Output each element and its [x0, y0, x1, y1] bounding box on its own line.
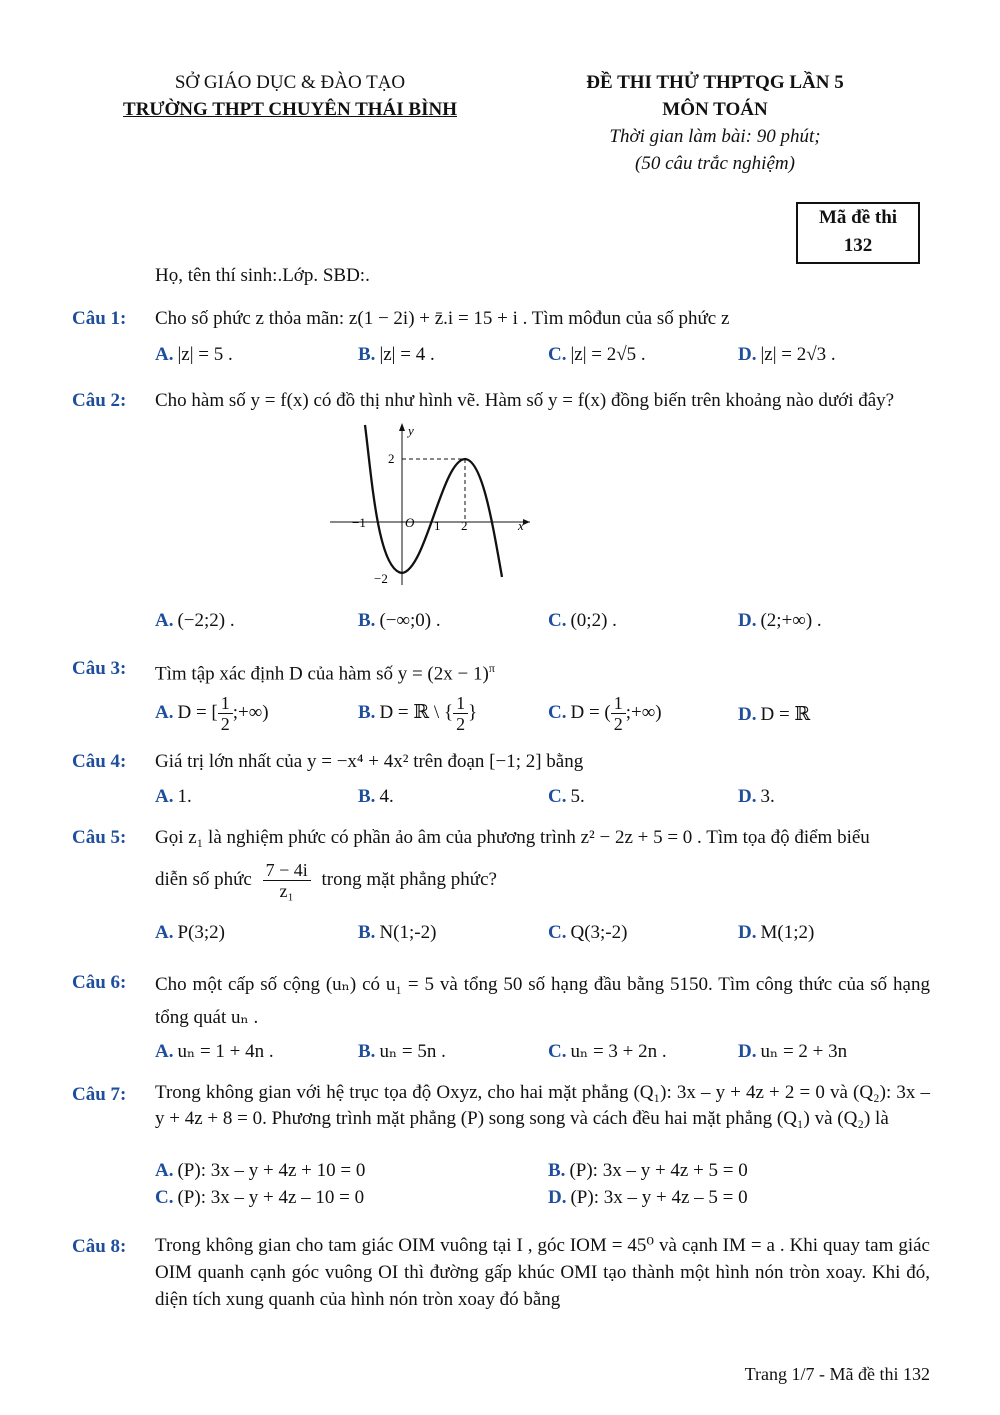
function-curve: [365, 425, 502, 577]
option-c: C. uₙ = 3 + 2n .: [548, 1041, 667, 1062]
option-c: C. Q(3;-2): [548, 922, 628, 943]
option-b: B. |z| = 4 .: [358, 344, 435, 365]
x-axis-label: x: [518, 518, 524, 533]
question-text: Cho số phức z thỏa mãn: z(1 − 2i) + z̄.i = 15 + i . Tìm môđun của số phức z: [155, 308, 730, 329]
y-tick-neg2: −2: [374, 571, 388, 586]
fraction: $\frac{7 - 4i}{\text{z₁}}$: [263, 860, 311, 901]
exam-code-label: Mã đề thi: [818, 207, 898, 228]
question-text: Trong không gian với hệ trục tọa độ Oxyz, cho hai mặt phẳng (Q₁): 3x – y + 4z + 2 = 0 và (Q₂): 3x – y + 4z + 8 = 0. Phương trình mặt phẳng (P) song song và cách đều hai mặt phẳng (Q₁) và (Q₂) là: [155, 1082, 930, 1129]
option-b: B. (−∞;0) .: [358, 610, 441, 631]
x-axis-arrow: [523, 519, 530, 525]
option-d: D. (P): 3x – y + 4z – 5 = 0: [548, 1187, 748, 1208]
option-a: A. D = [ $\frac{1}{2}$ ;+∞): [155, 693, 269, 734]
option-a: A. (P): 3x – y + 4z + 10 = 0: [155, 1160, 366, 1181]
subject: MÔN TOÁN: [662, 99, 768, 120]
option-c: C. (0;2) .: [548, 610, 617, 631]
option-d: D. D = ℝ: [738, 704, 811, 725]
option-d: D. uₙ = 2 + 3n: [738, 1041, 848, 1062]
question-text: Trong không gian cho tam giác OIM vuông tại I , góc IOM = 45⁰ và cạnh IM = a . Khi quay tam giác OIM quanh cạnh góc vuông OI thì đường gấp khúc OMI tạo thành một hình nón tròn xoay. Khi đó, diện tích xung quanh của hình nón tròn xoay đó bằng: [155, 1235, 930, 1310]
question-text: Cho một cấp số cộng (uₙ) có u₁ = 5 và tổng 50 số hạng đầu bằng 5150. Tìm công thức của số hạng tổng quát uₙ .: [155, 974, 930, 1028]
option-d: D. 3.: [738, 786, 775, 807]
option-b: B. uₙ = 5n .: [358, 1041, 446, 1062]
x-tick-1: 1: [434, 518, 441, 533]
question-text-continued: diễn số phức $\frac{7 - 4i}{\text{z₁}}$ trong mặt phẳng phức?: [155, 860, 497, 901]
exam-code-value: 132: [843, 235, 873, 256]
student-info-line: Họ, tên thí sinh:.Lớp. SBD:.: [155, 265, 370, 286]
option-c: C. |z| = 2√5 .: [548, 344, 646, 365]
question-number: Câu 8:: [72, 1236, 127, 1257]
option-d: D. (2;+∞) .: [738, 610, 822, 631]
option-a: A. 1.: [155, 786, 192, 807]
question-number: Câu 6:: [72, 972, 127, 993]
option-a: A. |z| = 5 .: [155, 344, 233, 365]
question-number: Câu 1:: [72, 308, 127, 329]
option-a: A. P(3;2): [155, 922, 225, 943]
question-number: Câu 4:: [72, 751, 127, 772]
exponent: π: [488, 661, 495, 675]
option-b: B. (P): 3x – y + 4z + 5 = 0: [548, 1160, 748, 1181]
function-graph: [330, 420, 540, 590]
y-axis-arrow: [399, 423, 405, 431]
x-tick-2: 2: [461, 518, 468, 533]
y-tick-2: 2: [388, 451, 395, 466]
option-c: C. (P): 3x – y + 4z – 10 = 0: [155, 1187, 365, 1208]
time-limit: Thời gian làm bài: 90 phút;: [609, 126, 821, 147]
question-number: Câu 3:: [72, 658, 127, 679]
question-number: Câu 7:: [72, 1084, 127, 1105]
option-b: B. D = ℝ \ { $\frac{1}{2}$ }: [358, 693, 478, 734]
question-text: Giá trị lớn nhất của y = −x⁴ + 4x² trên đoạn [−1; 2] bằng: [155, 751, 584, 772]
school-name: TRƯỜNG THPT CHUYÊN THÁI BÌNH: [123, 99, 457, 120]
question-number: Câu 2:: [72, 390, 127, 411]
question-text: Cho hàm số y = f(x) có đồ thị như hình vẽ. Hàm số y = f(x) đồng biến trên khoảng nào dưới đây?: [155, 390, 895, 411]
option-d: D. M(1;2): [738, 922, 815, 943]
question-number: Câu 5:: [72, 827, 127, 848]
option-a: A. (−2;2) .: [155, 610, 235, 631]
option-b: B. 4.: [358, 786, 394, 807]
question-count: (50 câu trắc nghiệm): [635, 153, 795, 174]
x-tick-neg1: −1: [352, 515, 366, 530]
origin-label: O: [405, 515, 415, 530]
option-b: B. N(1;-2): [358, 922, 437, 943]
option-c: C. 5.: [548, 786, 585, 807]
school-department: SỞ GIÁO DỤC & ĐÀO TẠO: [174, 72, 406, 93]
question-text: Gọi z₁ là nghiệm phức có phần ảo âm của phương trình z² − 2z + 5 = 0 . Tìm tọa độ điểm biểu: [155, 827, 870, 848]
option-a: A. uₙ = 1 + 4n .: [155, 1041, 274, 1062]
option-d: D. |z| = 2√3 .: [738, 344, 836, 365]
y-axis-label: y: [408, 423, 414, 438]
exam-title: ĐỀ THI THỬ THPTQG LẦN 5: [586, 72, 844, 93]
option-c: C. D = ( $\frac{1}{2}$ ;+∞): [548, 693, 662, 734]
exam-code-box: [796, 202, 920, 264]
page-footer: Trang 1/7 - Mã đề thi 132: [744, 1364, 930, 1384]
question-text: Tìm tập xác định D của hàm số $y = (2x - 1)^\pi$: [155, 661, 495, 685]
